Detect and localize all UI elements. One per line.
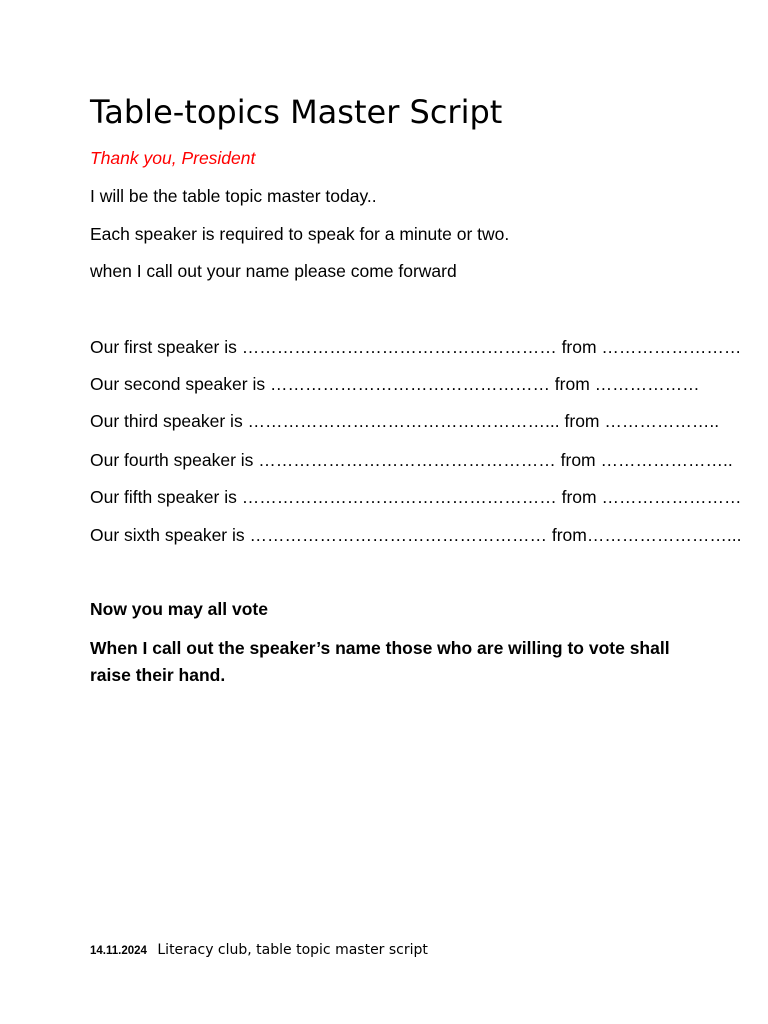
speaker-line-second: Our second speaker is ………………………………………… from ……………… bbox=[90, 374, 700, 394]
intro-line-2: Each speaker is required to speak for a minute or two. bbox=[90, 224, 510, 244]
document-title: Table-topics Master Script bbox=[90, 93, 503, 131]
vote-instruction: When I call out the speaker’s name those who are willing to vote shall raise their hand. bbox=[90, 638, 670, 685]
vote-heading: Now you may all vote bbox=[90, 599, 268, 619]
intro-line-1: I will be the table topic master today.. bbox=[90, 186, 377, 206]
intro-line-3: when I call out your name please come forward bbox=[90, 261, 457, 281]
footer-text: Literacy club, table topic master script bbox=[157, 942, 428, 958]
speaker-line-sixth: Our sixth speaker is …………………………………………… from……………………... bbox=[90, 525, 742, 545]
speaker-line-first: Our first speaker is ……………………………………………… from …………………… bbox=[90, 337, 742, 357]
greeting-line: Thank you, President bbox=[90, 148, 256, 168]
speaker-line-fifth: Our fifth speaker is ……………………………………………… from …………………… bbox=[90, 487, 742, 507]
speaker-line-fourth: Our fourth speaker is …………………………………………… from ………………….. bbox=[90, 450, 733, 470]
page-footer bbox=[90, 940, 428, 961]
speaker-line-third: Our third speaker is ……………………………………………... from ……………….. bbox=[90, 411, 720, 431]
footer-date: 14.11.2024 bbox=[90, 945, 147, 957]
